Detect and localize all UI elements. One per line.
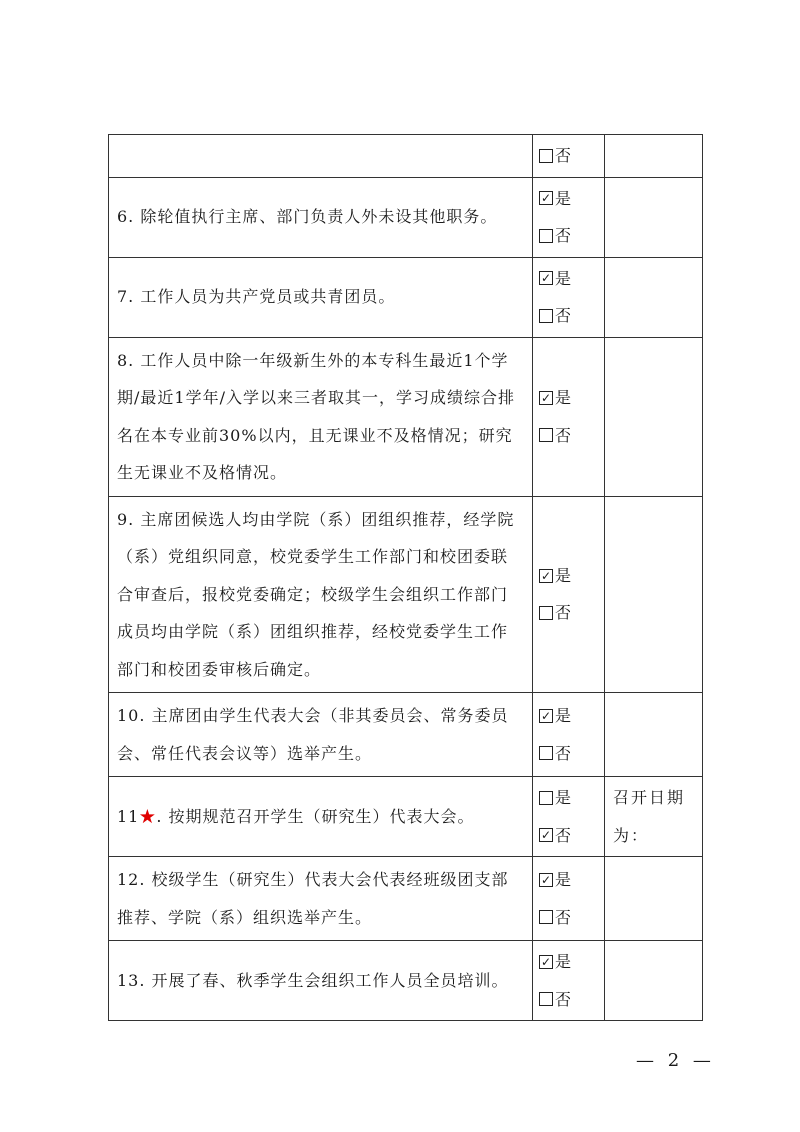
notes-cell: [605, 693, 703, 777]
criteria-row: [109, 496, 703, 693]
option-label: 是: [555, 268, 572, 288]
criteria-row: [109, 177, 703, 257]
options-cell: [533, 941, 605, 1021]
criteria-row: [109, 857, 703, 941]
checkbox-option[interactable]: [539, 557, 604, 595]
option-label: 否: [555, 989, 572, 1009]
checked-box-icon[interactable]: ✓: [540, 191, 552, 206]
option-label: 否: [555, 603, 572, 623]
checked-box-icon[interactable]: ✓: [540, 872, 552, 887]
empty-box-icon[interactable]: [539, 149, 553, 163]
criteria-text: 10. 主席团由学生代表大会（非其委员会、常务委员会、常任代表会议等）选举产生。: [117, 706, 509, 763]
criteria-description: [109, 257, 533, 337]
criteria-description: [109, 496, 533, 693]
notes-cell: [605, 941, 703, 1021]
notes-cell: [605, 177, 703, 257]
checkbox-option[interactable]: [539, 981, 604, 1019]
criteria-description: [109, 941, 533, 1021]
option-label: 否: [555, 425, 572, 445]
criteria-row: [109, 135, 703, 178]
notes-cell: 召开日期为：: [605, 777, 703, 857]
criteria-description: [109, 135, 533, 178]
options-cell: [533, 257, 605, 337]
criteria-text: 7. 工作人员为共产党员或共青团员。: [117, 287, 396, 307]
checkbox-option[interactable]: [539, 217, 604, 255]
criteria-text: 12. 校级学生（研究生）代表大会代表经班级团支部推荐、学院（系）组织选举产生。: [117, 870, 509, 927]
criteria-text: 8. 工作人员中除一年级新生外的本专科生最近1个学期/最近1学年/入学以来三者取其一，学习成绩综合排名在本专业前30%以内，且无课业不及格情况；研究生无课业不及格情况。: [117, 350, 515, 482]
checked-box-icon[interactable]: ✓: [540, 568, 552, 583]
option-label: 否: [555, 825, 572, 845]
options-cell: [533, 693, 605, 777]
page-number: — 2 —: [636, 1050, 715, 1071]
checkbox-option[interactable]: [539, 899, 604, 937]
option-label: 是: [555, 388, 572, 407]
checkbox-option[interactable]: [539, 779, 604, 817]
empty-box-icon[interactable]: [539, 910, 553, 924]
option-label: 是: [555, 188, 572, 208]
checkbox-option[interactable]: [539, 137, 604, 175]
checked-box-icon[interactable]: ✓: [540, 828, 552, 843]
notes-cell: [605, 857, 703, 941]
checkbox-option[interactable]: [539, 943, 604, 981]
criteria-description: [109, 777, 533, 857]
criteria-description: [109, 337, 533, 496]
criteria-row: [109, 693, 703, 777]
notes-cell: [605, 337, 703, 496]
checkbox-option[interactable]: [539, 594, 604, 632]
star-icon: ★: [139, 806, 157, 826]
options-cell: [533, 857, 605, 941]
option-label: 是: [555, 870, 572, 889]
option-label: 否: [555, 907, 572, 927]
criteria-table: [108, 134, 703, 1021]
option-label: 否: [555, 743, 572, 763]
criteria-text: . 按期规范召开学生（研究生）代表大会。: [156, 806, 475, 826]
checked-box-icon[interactable]: ✓: [540, 954, 552, 969]
options-cell: [533, 135, 605, 178]
empty-box-icon[interactable]: [539, 791, 553, 805]
criteria-description: [109, 693, 533, 777]
checked-box-icon[interactable]: ✓: [540, 708, 552, 723]
empty-box-icon[interactable]: [539, 992, 553, 1006]
checkbox-option[interactable]: [539, 417, 604, 455]
option-label: 是: [555, 788, 572, 807]
options-cell: [533, 177, 605, 257]
empty-box-icon[interactable]: [539, 428, 553, 442]
checked-box-icon[interactable]: ✓: [540, 271, 552, 286]
criteria-row: [109, 257, 703, 337]
options-cell: [533, 777, 605, 857]
empty-box-icon[interactable]: [539, 606, 553, 620]
option-label: 是: [555, 952, 572, 971]
criteria-row: [109, 337, 703, 496]
checkbox-option[interactable]: [539, 861, 604, 899]
checkbox-option[interactable]: [539, 180, 604, 218]
criteria-text: 9. 主席团候选人均由学院（系）团组织推荐，经学院（系）党组织同意，校党委学生工作部门和校团委联合审查后，报校党委确定；校级学生会组织工作部门成员均由学院（系）团组织推荐，经校党委学生工作部门和校团委审核后确定。: [117, 509, 515, 679]
criteria-row: [109, 777, 703, 857]
checkbox-option[interactable]: [539, 297, 604, 335]
checked-box-icon[interactable]: ✓: [540, 390, 552, 405]
criteria-text: 13. 开展了春、秋季学生会组织工作人员全员培训。: [117, 970, 509, 990]
notes-cell: [605, 496, 703, 693]
criteria-text: 6. 除轮值执行主席、部门负责人外未设其他职务。: [117, 207, 498, 227]
empty-box-icon[interactable]: [539, 746, 553, 760]
option-label: 是: [555, 565, 572, 585]
option-label: 是: [555, 706, 572, 725]
checkbox-option[interactable]: [539, 817, 604, 855]
option-label: 否: [555, 306, 572, 325]
checkbox-option[interactable]: [539, 379, 604, 417]
criteria-row: [109, 941, 703, 1021]
notes-cell: [605, 257, 703, 337]
checkbox-option[interactable]: [539, 735, 604, 773]
option-label: 否: [555, 146, 572, 165]
checkbox-option[interactable]: [539, 260, 604, 298]
criteria-description: [109, 177, 533, 257]
notes-cell: [605, 135, 703, 178]
item-number: 11: [117, 806, 140, 826]
criteria-description: [109, 857, 533, 941]
options-cell: [533, 337, 605, 496]
empty-box-icon[interactable]: [539, 229, 553, 243]
options-cell: [533, 496, 605, 693]
option-label: 否: [555, 226, 572, 245]
empty-box-icon[interactable]: [539, 309, 553, 323]
checkbox-option[interactable]: [539, 697, 604, 735]
